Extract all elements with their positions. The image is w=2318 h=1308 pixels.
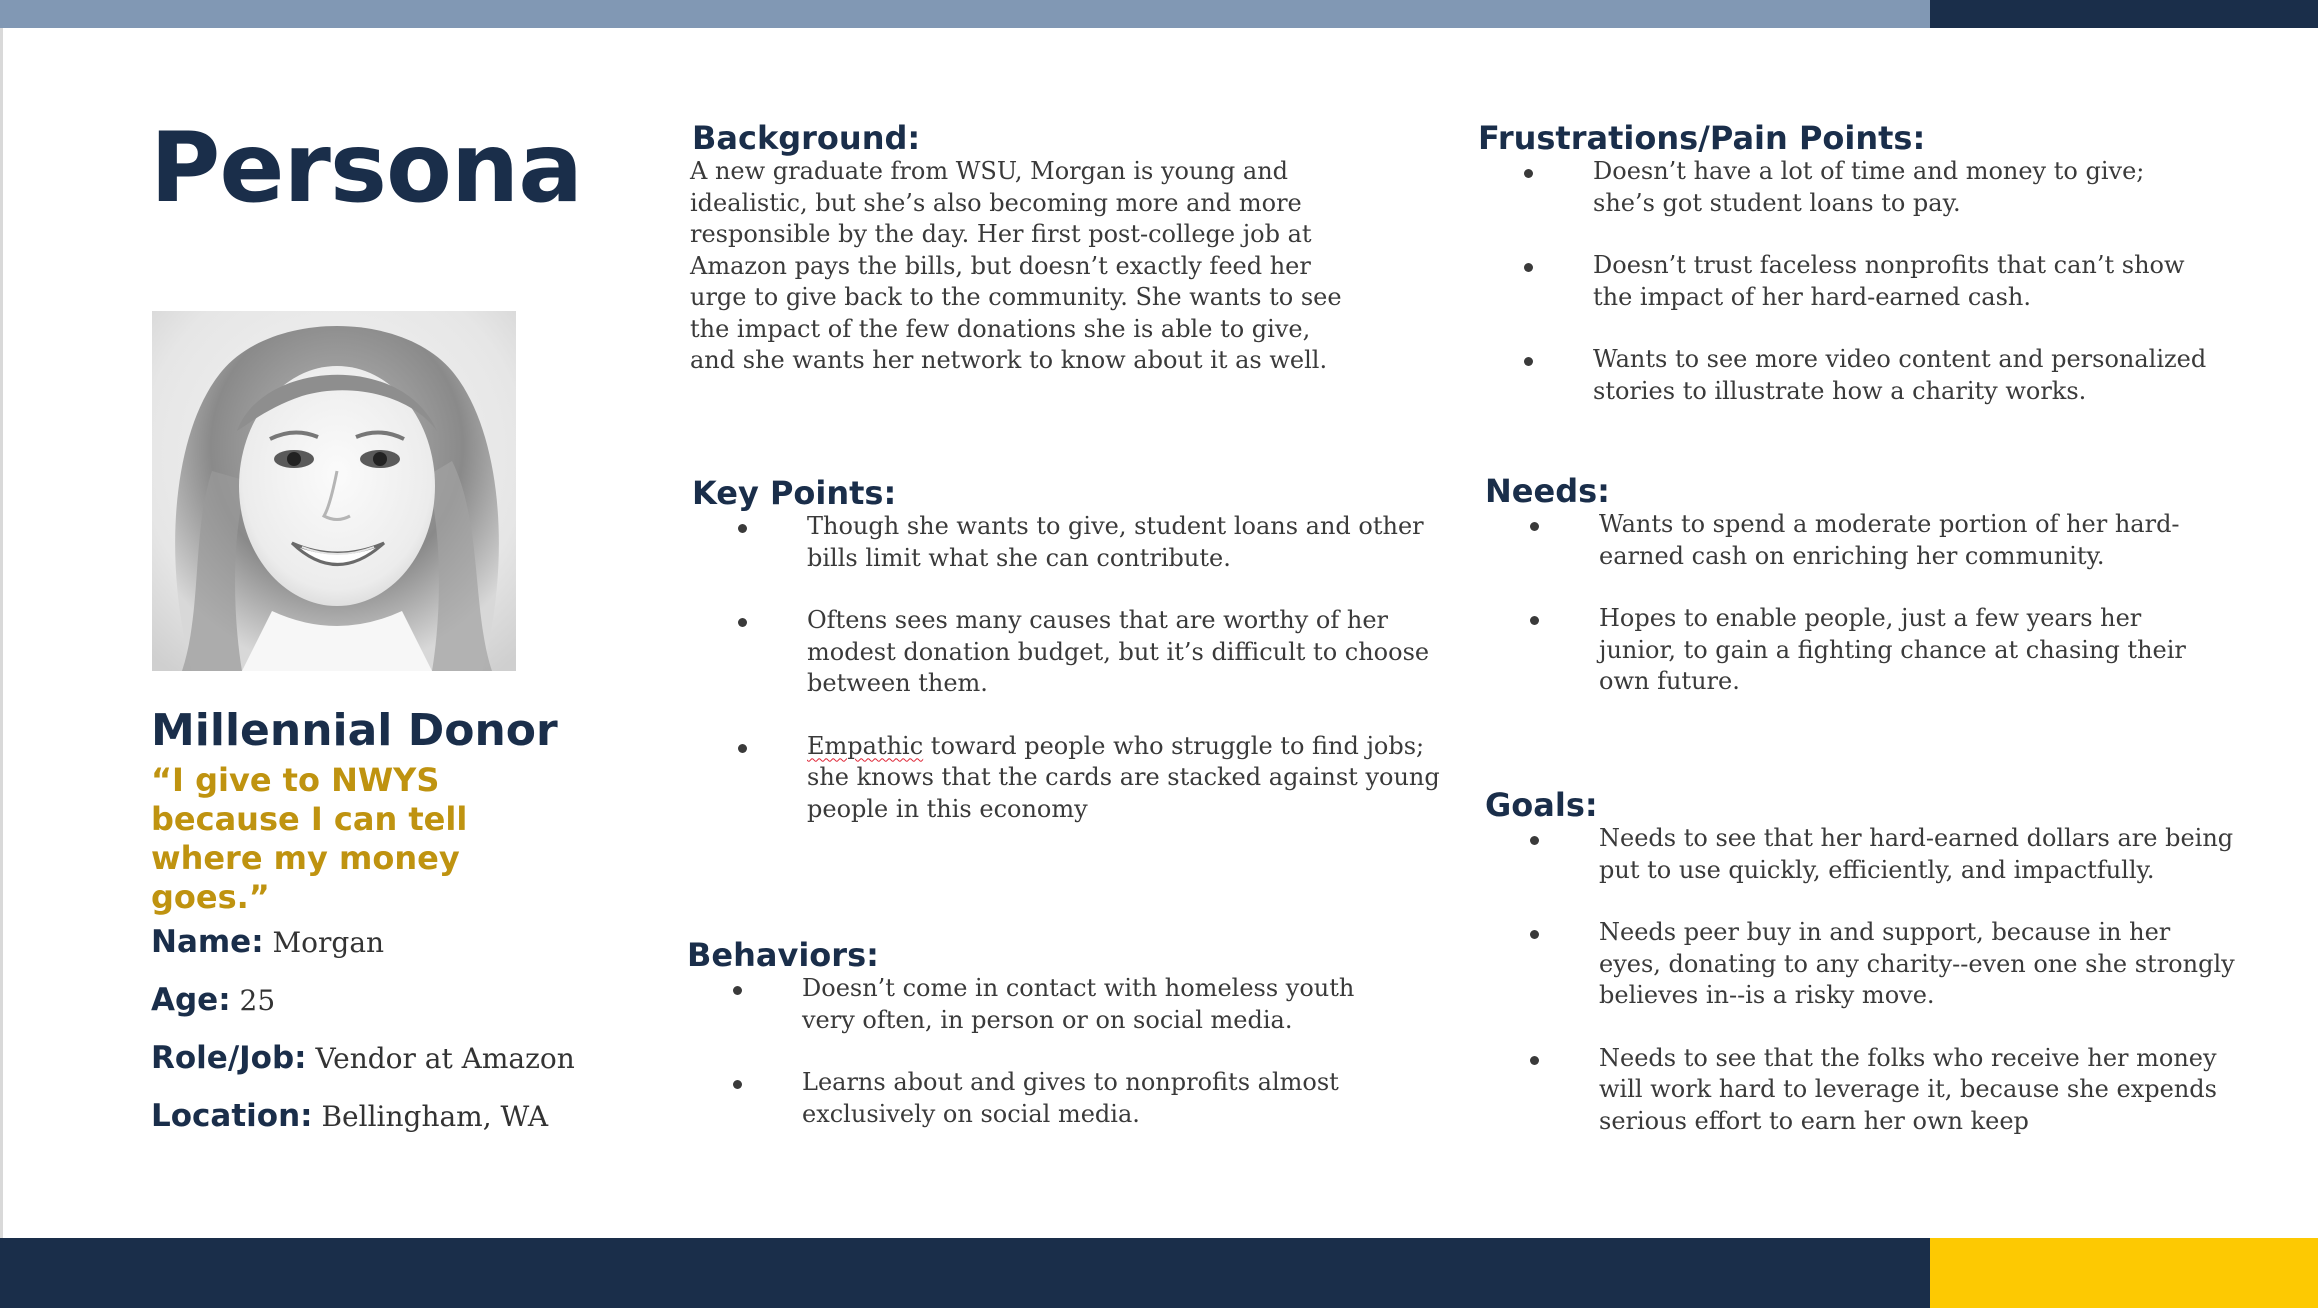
detail-value: Vendor at Amazon: [315, 1042, 575, 1075]
list-item: [1599, 917, 2235, 1012]
list-item-text: Hopes to enable people, just a few years her junior, to gain a fighting chance at chasing their own future.: [1599, 604, 2186, 695]
bullet-icon: [1530, 522, 1539, 531]
bullet-icon: [1524, 357, 1533, 366]
frustrations-heading: Frustrations/Pain Points:: [1478, 119, 1926, 157]
bottom-accent-bar-yellow: [1930, 1238, 2318, 1308]
bullet-icon: [1530, 836, 1539, 845]
list-item: [1599, 509, 2201, 572]
bullet-icon: [1524, 263, 1533, 272]
list-item-text: Doesn’t come in contact with homeless youth very often, in person or on social media.: [802, 974, 1355, 1034]
frustrations-list: [1593, 156, 2211, 407]
list-item-text: Needs peer buy in and support, because in her eyes, donating to any charity--even one she strongly believes in--is a risky move.: [1599, 918, 2235, 1009]
spellcheck-word: Empathic: [807, 731, 924, 760]
detail-value: 25: [239, 984, 276, 1017]
detail-label: Location:: [151, 1098, 313, 1134]
goals-heading: Goals:: [1485, 786, 1598, 824]
bottom-accent-bar: [0, 1238, 1930, 1308]
bullet-icon: [738, 524, 747, 533]
list-item-text: Wants to spend a moderate portion of her hard-earned cash on enriching her community.: [1599, 510, 2180, 570]
top-accent-bar-dark: [1930, 0, 2318, 28]
page-title: Persona: [150, 112, 583, 224]
key-points-list: [807, 511, 1443, 825]
detail-age: [151, 982, 276, 1018]
bullet-icon: [1524, 169, 1533, 178]
list-item-text: Needs to see that the folks who receive her money will work hard to leverage it, because she expends serious effort to earn her own keep: [1599, 1043, 2217, 1135]
detail-value: Morgan: [272, 926, 385, 959]
persona-quote: “I give to NWYS because I can tell where my money goes.”: [151, 761, 468, 916]
list-item: [1593, 250, 2211, 313]
list-item-text: Learns about and gives to nonprofits almost exclusively on social media.: [802, 1068, 1339, 1128]
list-item: [807, 511, 1443, 574]
list-item: [1599, 603, 2201, 698]
persona-role: Millennial Donor: [151, 705, 558, 756]
list-item: [1599, 823, 2235, 886]
list-item-text: Wants to see more video content and personalized stories to illustrate how a charity works.: [1593, 345, 2207, 405]
detail-role-job: [151, 1040, 575, 1076]
list-item: [1593, 156, 2211, 219]
list-item: [1599, 1043, 2235, 1138]
detail-value: Bellingham, WA: [321, 1100, 549, 1133]
list-item-text: toward people who struggle to find jobs; she knows that the cards are stacked against young people in this economy: [807, 731, 1440, 823]
list-item-text: Needs to see that her hard-earned dollars are being put to use quickly, efficiently, and impactfully.: [1599, 824, 2234, 884]
bullet-icon: [738, 618, 747, 627]
key-points-heading: Key Points:: [692, 474, 897, 512]
background-heading: Background:: [692, 119, 921, 157]
top-accent-bar: [0, 0, 1930, 28]
needs-heading: Needs:: [1485, 472, 1610, 510]
needs-list: [1599, 509, 2201, 698]
list-item-text: Doesn’t trust faceless nonprofits that can’t show the impact of her hard-earned cash.: [1593, 251, 2185, 311]
detail-label: Role/Job:: [151, 1040, 307, 1076]
bullet-icon: [733, 986, 742, 995]
list-item: [1593, 344, 2211, 407]
bullet-icon: [1530, 1056, 1539, 1065]
bullet-icon: [1530, 616, 1539, 625]
persona-photo: [152, 311, 516, 671]
list-item: [802, 973, 1392, 1036]
list-item: [807, 605, 1443, 700]
list-item-text: Though she wants to give, student loans and other bills limit what she can contribute.: [807, 512, 1424, 572]
goals-list: [1599, 823, 2235, 1137]
background-text: A new graduate from WSU, Morgan is young and idealistic, but she’s also becoming more and more responsible by the day. Her first post-college job at Amazon pays the bills, but doesn’t exactly feed her urge to give back to the community. She wants to see the impact of the few donations she is able to give, and she wants her network to know about it as well.: [690, 157, 1342, 374]
portrait-photo-icon: [152, 311, 516, 671]
list-item: [802, 1067, 1392, 1130]
bullet-icon: [738, 744, 747, 753]
bullet-icon: [1530, 930, 1539, 939]
list-item-text: Doesn’t have a lot of time and money to give; she’s got student loans to pay.: [1593, 157, 2145, 217]
list-item-text: Oftens sees many causes that are worthy of her modest donation budget, but it’s difficult to choose between them.: [807, 606, 1430, 697]
detail-location: [151, 1098, 549, 1134]
list-item: [807, 731, 1443, 826]
behaviors-list: [802, 973, 1392, 1130]
bullet-icon: [733, 1080, 742, 1089]
behaviors-heading: Behaviors:: [687, 936, 879, 974]
detail-label: Age:: [151, 982, 231, 1018]
detail-label: Name:: [151, 924, 264, 960]
slide-left-edge: [0, 0, 3, 1308]
detail-name: [151, 924, 385, 960]
